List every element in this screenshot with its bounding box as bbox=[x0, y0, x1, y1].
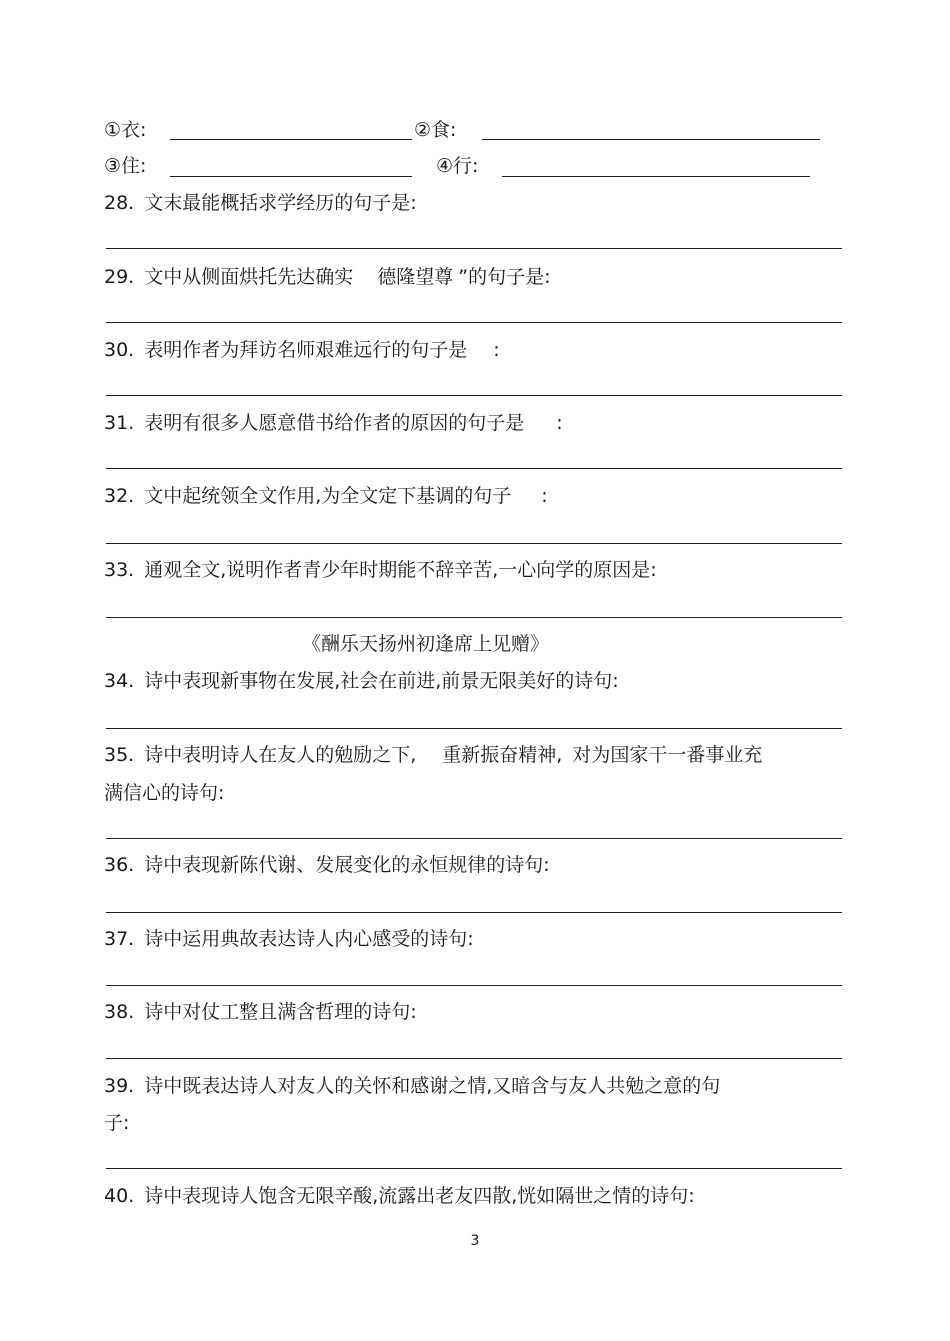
question-30: 30. 表明作者为拜访名师艰难远行的句子是 : bbox=[104, 339, 500, 361]
answer-line-28[interactable] bbox=[106, 248, 842, 249]
fill-blank-housing[interactable] bbox=[170, 176, 412, 177]
question-40: 40. 诗中表现诗人饱含无限辛酸,流露出老友四散,恍如隔世之情的诗句: bbox=[104, 1185, 695, 1207]
question-35: 35. 诗中表明诗人在友人的勉励之下, 重新振奋精神, 对为国家干一番事业充 bbox=[104, 744, 763, 766]
answer-line-38[interactable] bbox=[106, 1058, 842, 1059]
poem-title: 《酬乐天扬州初逢席上见赠》 bbox=[302, 633, 550, 655]
answer-line-33[interactable] bbox=[106, 617, 842, 618]
question-31: 31. 表明有很多人愿意借书给作者的原因的句子是 : bbox=[104, 412, 563, 434]
fill-label-clothing: ①衣: bbox=[104, 119, 147, 141]
answer-line-31[interactable] bbox=[106, 468, 842, 469]
fill-label-housing: ③住: bbox=[104, 155, 147, 177]
question-37: 37. 诗中运用典故表达诗人内心感受的诗句: bbox=[104, 928, 474, 950]
answer-line-34[interactable] bbox=[106, 728, 842, 729]
fill-blank-travel[interactable] bbox=[502, 176, 810, 177]
answer-line-39[interactable] bbox=[106, 1168, 842, 1169]
question-36: 36. 诗中表现新陈代谢、发展变化的永恒规律的诗句: bbox=[104, 854, 550, 876]
fill-label-travel: ④行: bbox=[436, 155, 479, 177]
question-35-continued: 满信心的诗句: bbox=[104, 782, 225, 804]
answer-line-32[interactable] bbox=[106, 543, 842, 544]
fill-blank-clothing[interactable] bbox=[170, 139, 412, 140]
question-28: 28. 文末最能概括求学经历的句子是: bbox=[104, 192, 417, 214]
answer-line-29[interactable] bbox=[106, 322, 842, 323]
question-33: 33. 通观全文,说明作者青少年时期能不辞辛苦,一心向学的原因是: bbox=[104, 559, 657, 581]
question-38: 38. 诗中对仗工整且满含哲理的诗句: bbox=[104, 1001, 417, 1023]
answer-line-36[interactable] bbox=[106, 912, 842, 913]
question-39-continued: 子: bbox=[104, 1112, 130, 1134]
answer-line-37[interactable] bbox=[106, 985, 842, 986]
question-29: 29. 文中从侧面烘托先达确实 德隆望尊 ”的句子是: bbox=[104, 266, 551, 288]
fill-blank-food[interactable] bbox=[482, 139, 820, 140]
question-32: 32. 文中起统领全文作用,为全文定下基调的句子 : bbox=[104, 485, 548, 507]
fill-label-food: ②食: bbox=[414, 119, 457, 141]
question-34: 34. 诗中表现新事物在发展,社会在前进,前景无限美好的诗句: bbox=[104, 670, 619, 692]
question-39: 39. 诗中既表达诗人对友人的关怀和感谢之情,又暗含与友人共勉之意的句 bbox=[104, 1075, 721, 1097]
answer-line-35[interactable] bbox=[106, 838, 842, 839]
answer-line-30[interactable] bbox=[106, 395, 842, 396]
page-number: 3 bbox=[470, 1233, 480, 1249]
